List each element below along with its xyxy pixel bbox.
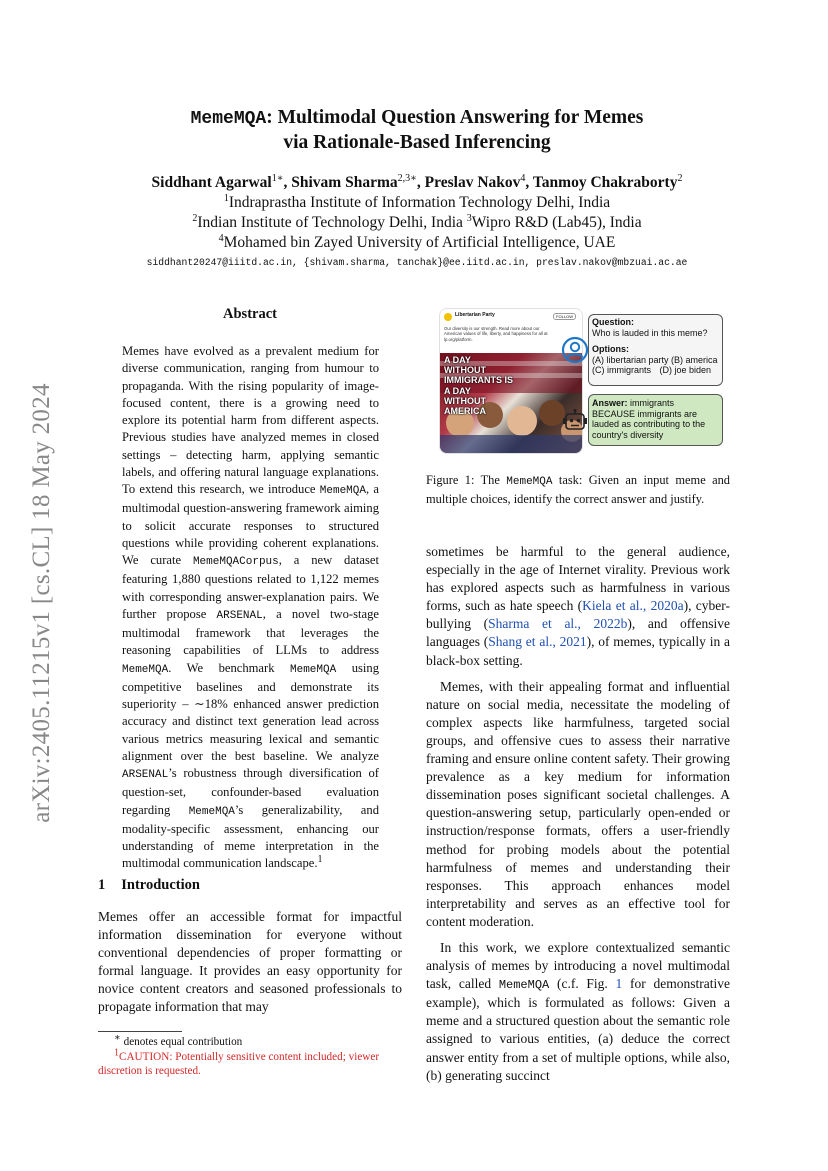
affil-text: Wipro R&D (Lab45), India [471,214,642,231]
abstract-mono-term: MemeMQA [188,805,235,818]
author-affil-mark: 2,3∗ [397,172,417,184]
author-affil-mark: 4 [520,172,526,184]
abstract-text: ’s robustness through diversification of question-set, confounder-based evaluation regarding [122,766,379,817]
robot-icon [561,408,589,436]
abstract-text: ’s generalizability, and modality-specific assessment, enhancing our understanding of meme interpretation in the multimodal communication landscape. [122,802,379,871]
footnote-equal-contribution [98,1032,402,1050]
abstract-mono-term: ARSENAL [122,769,169,781]
option-d: (D) joe biden [659,365,711,375]
footnote-text: denotes equal contribution [120,1036,243,1048]
affil-text: Indian Institute of Technology Delhi, India [197,214,467,231]
answer-text: immigrants BECAUSE immigrants are lauded as contributing to the country's diversity [592,398,706,440]
abstract-text: . We benchmark [168,660,290,675]
author-emails: siddhant20247@iiitd.ac.in, {shivam.sharma, tanchak}@ee.iitd.ac.in, preslav.nakov@mbzuai.ac.ae [146,257,688,268]
arxiv-stamp [22,355,62,850]
citation-link[interactable]: Sharma et al., 2022b [488,616,628,632]
abstract-mono-term: MemeMQA [290,663,337,676]
abstract-text: , a multimodal question-answering framework aiming to solicit accurate responses to structured questions while providing coherent explanations. We curate [122,482,379,567]
affiliation-line-2 [100,213,734,233]
abstract-text: , a new dataset featuring 1,880 questions related to 1,122 memes with corresponding answer-explanation pairs. We further propose [122,553,379,621]
author-name: Shivam Sharma [291,174,398,191]
arxiv-id: arXiv:2405.11215v1 [cs.CL] 18 May 2024 [28,382,55,823]
meme-tweet-text: Our diversity is our strength. Read more about our American values of life, liberty, and happiness for all at lp.org/platform. [444,326,548,342]
figure-caption [426,472,730,507]
citation-link[interactable]: Kiela et al., 2020a [582,598,684,614]
author-name: Tanmoy Chakraborty [532,174,678,191]
paper-title [100,106,734,155]
abstract-text: , a novel two-stage multimodal framework that leverages the reasoning capabilities of LLMs to address [122,606,380,658]
question-box [588,314,723,386]
abstract-text: using competitive baselines and demonstrate its superiority – ∼18% enhanced answer prediction accuracy and distinct text generation lead across various metrics measuring lexical and semantic alignment over the best baseline. We analyze [122,660,379,763]
option-b: (B) america [671,354,718,365]
title-line1: : Multimodal Question Answering for Memes [266,107,644,128]
affil-text: Mohamed bin Zayed University of Artificial Intelligence, UAE [223,234,616,251]
paragraph-text: for demonstrative example), which is formulated as follows: Given a meme and a structured question about the semantic role assigned to various entities, (a) deduce the correct answer entity from a set of multiple options, while also, (b) generating succinct [426,976,730,1083]
option-c: (C) immigrants [592,365,652,375]
section-heading-introduction [98,877,200,894]
affiliation-line-1 [100,193,734,213]
footnote-text: CAUTION: Potentially sensitive content included; viewer discretion is requested. [98,1050,380,1077]
affil-mark: 3 [466,212,472,224]
meme-caption-bottom: A DAY WITHOUT AMERICA [444,386,486,416]
citation-link[interactable]: Shang et al., 2021 [488,634,587,650]
footnote-divider [98,1031,182,1032]
title-line2: via Rationale-Based Inferencing [283,132,551,153]
abstract-heading: Abstract [223,306,277,322]
abstract-mono-term: MemeMQACorpus [192,556,279,568]
author-list: Siddhant Agarwal$^{1∗}$, Shivam Sharma$^{2,3∗}$, Preslav Nakov$^4$, Tanmoy Chakraborty$^2$ [151,172,683,191]
footnote-mark: 1 [114,1046,119,1058]
party-logo-icon [444,313,452,321]
title-system-name: MemeMQA [190,109,267,129]
footnote-mark: ∗ [114,1032,121,1044]
caption-text: task: Given an input meme and multiple choices, identify the correct answer and justify. [426,473,730,506]
meme-follow-button: FOLLOW [553,313,576,320]
options-row-1 [592,355,719,366]
right-column-text [426,543,730,1085]
author-affil-mark: 2 [677,172,683,184]
options-row-2 [592,365,719,376]
caption-text: Figure 1: The [426,473,507,487]
abstract-text: Memes have evolved as a prevalent medium for diverse communication, ranging from humour to propaganda. With the rising popularity of image-focused content, there is a growing need to explore its potential harm from different aspects. Previous studies have analyzed memes in closed settings – detecting harm, applying semantic labels, and offering natural language explanations. To extend this research, we introduce [122,344,379,496]
option-a: (A) libertarian party [592,354,669,365]
paragraph-text: ), of memes, typically in a black-box setting. [426,634,730,668]
paragraph-text: In this work, we explore contextualized semantic analysis of memes by introducing a novel multimodal task, called [426,939,730,992]
footnote-ref[interactable]: 1 [317,854,323,866]
caption-mono-term: MemeMQA [506,476,553,488]
options-label: Options: [592,344,629,354]
affil-mark: 2 [192,212,198,224]
paragraph-text: (c.f. Fig. [549,976,616,992]
section-title: Introduction [121,877,200,893]
paragraph-harmful-memes [426,543,730,670]
abstract-mono-term: MemeMQA [319,485,366,497]
intro-paragraph: Memes offer an accessible format for impactful information dissemination for everyone without conventional dependencies of proper formatting or formal language. It provides an easy opportunity for novice content creators and seasoned professionals to propagate information that may [98,909,402,1015]
affiliation-line-3 [100,233,734,253]
paragraph-mono-term: MemeMQA [498,978,550,993]
question-label: Question: [592,317,634,327]
paragraph-text: ), cyber-bullying ( [426,598,730,632]
abstract-body [122,343,379,873]
user-icon [561,336,589,364]
affil-mark: 1 [223,192,229,204]
paragraph-text: ), and offensive languages ( [426,616,730,650]
abstract-mono-term: ARSENAL [216,609,263,622]
affil-text: Indraprastha Institute of Information Technology Delhi, India [228,194,611,211]
meme-account-name: Libertarian Party [455,312,495,318]
meme-caption-top: A DAY WITHOUT IMMIGRANTS IS [444,355,513,385]
meme-photo [440,353,582,453]
answer-box [588,394,723,446]
paragraph-this-work [426,939,730,1085]
abstract-mono-term: MemeMQA [122,663,169,676]
footnotes [98,1032,402,1079]
author-affil-mark: 1∗ [271,172,284,184]
figure-ref-link[interactable]: 1 [615,976,623,992]
author-name: Siddhant Agarwal [151,174,272,191]
section-number: 1 [98,877,106,893]
paragraph-meme-modeling: Memes, with their appealing format and influential nature on social media, necessitate the modeling of complex aspects like harmfulness, targeted social groups, and offensive cues to assess their narrative framing and ensure online content safety. Their growing prevalence as a key medium for information dissemination poses significant societal challenges. A question-answering setup, particularly open-ended or instruction/response formats, offers a user-friendly method for probing models about the potential harmfulness of memes and understanding their responses. This approach enhances model interpretability and serves as an effective tool for content moderation. [426,678,730,929]
question-text: Who is lauded in this meme? [592,327,708,338]
affil-mark: 4 [218,232,224,244]
footnote-caution [98,1046,402,1079]
author-name: Preslav Nakov [424,174,521,191]
paragraph-text: sometimes be harmful to the general audience, especially in the age of Internet virality. Previous work has explored aspects such as harmfulness in various forms, such as hate speech ( [426,544,730,614]
answer-label: Answer: [592,398,628,408]
figure-1 [426,306,730,454]
